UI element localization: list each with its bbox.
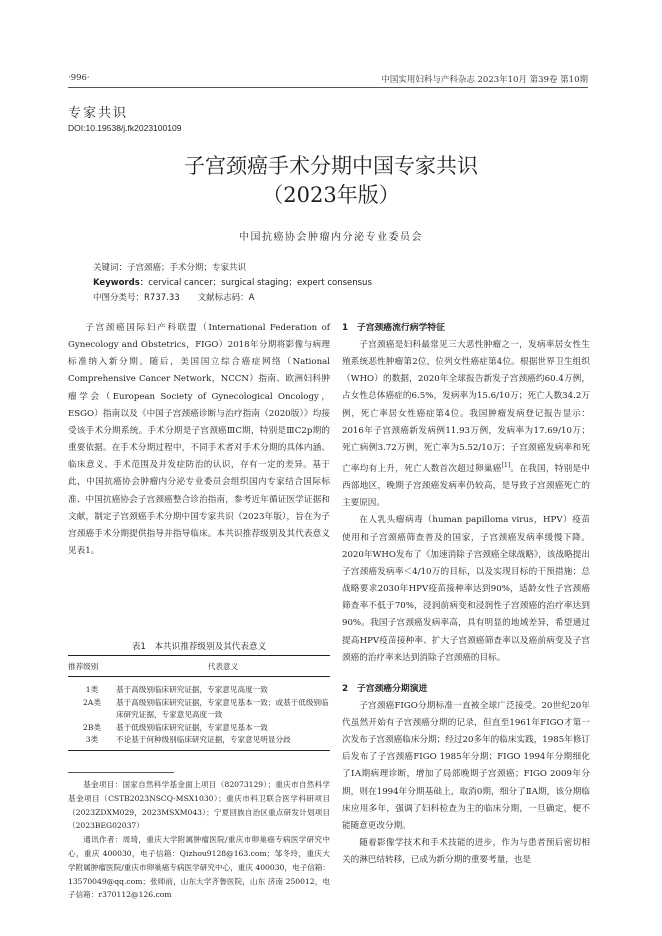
keywords-cn: 关键词：子宫颈癌；手术分期；专家共识	[93, 263, 247, 273]
table-cell-meaning: 不论基于何种级别临床研究证据，专家意见明显分歧	[116, 734, 330, 750]
section1-paragraph-1-text: 子宫颈癌是妇科最常见三大恶性肿瘤之一，发病率居女性生殖系统恶性肿瘤第2位，位列女性癌症第4位。根据世界卫生组织（WHO）的数据，2020年全球报告新发子宫颈癌约60.4万例，占女性总体癌症的6.5%，发病率为15.6/10万；死亡人数34.2万例，死亡率居女性癌症第4位。我国肿瘤发病登记报告显示：2016年子宫颈癌新发病例11.93万例，发病率为17.69/10万；死亡病例3.72万例，死亡率为5.52/10万；子宫颈癌发病率和死亡率均有上升，死亡人数首次超过卵巢癌	[342, 340, 590, 474]
table-row	[68, 734, 330, 750]
column-tag: 专家共识	[68, 106, 129, 121]
section2-paragraph-2: 随着影像学技术和手术技能的进步，作为与患者预后密切相关的淋巴结转移，已成为新分期的重要考量，也是	[342, 838, 590, 866]
left-column	[68, 320, 330, 560]
table-row	[68, 722, 330, 735]
table-cell-meaning: 基于高级别临床研究证据，专家意见基本一致；或基于低级别临床研究证据，专家意见高度一致	[116, 697, 329, 720]
clc-number: 中图分类号：R737.33	[93, 293, 180, 303]
table-row	[68, 677, 330, 697]
footnote-rule	[68, 772, 174, 773]
section-heading-1: 1 子宫颈癌流行病学特征	[342, 323, 445, 333]
table-header-meaning: 代表意义	[116, 656, 330, 677]
section-heading-2: 2 子宫颈癌分期演进	[342, 683, 428, 694]
table-header-level: 推荐级别	[68, 656, 116, 677]
funding-note: 基金项目：国家自然科学基金面上项目（82073129）；重庆市自然科学基金项目（CSTB2023NSCQ-MSX1030）；重庆市科卫联合医学科研项目（2023ZDXM029，2023MSXM043）；宁夏回族自治区重点研发计划项目（2023BEG02037）	[68, 780, 330, 831]
header-rule	[68, 87, 588, 88]
section1-paragraph-2: 在人乳头瘤病毒（human papilloma virus，HPV）疫苗使用和子宫颈癌筛查普及的国家，子宫颈癌发病率缓慢下降。2020年WHO发布了《加速消除子宫颈癌全球战略》，该战略提出子宫颈癌发病率＜4/10万的目标，以及实现目标的干预措施：总战略要求2030年HPV疫苗接种率达到90%，适龄女性子宫颈癌筛查率不低于70%，浸润前病变和浸润性子宫颈癌的治疗率达到90%。我国子宫颈癌发病率高，具有明显的地域差异，希望通过提高HPV疫苗接种率、扩大子宫颈癌筛查率以及癌前病变及子宫颈癌的治疗率来达到消除子宫颈癌的目标。	[342, 515, 590, 663]
table-cell-level: 1类	[85, 685, 99, 694]
recommendation-table	[68, 655, 330, 751]
citation-ref: [1]	[501, 462, 511, 470]
section1-paragraph-1	[342, 337, 590, 512]
intro-paragraph: 子宫颈癌国际妇产科联盟（International Federation of Gynecology and Obstetrics，FIGO）2018年分期将影像与病理标准纳入新分期。随后，美国国立综合癌症网络（National Comprehensive Cancer Network，NCCN）指南、欧洲妇科肿瘤学会（European Society of Gynecological Oncology，ESGO）指南以及《中国子宫颈癌诊断与治疗指南（2020版）》均接受该手术分期系统。手术分期是子宫颈癌ⅢC期，特别是ⅢC2p期的重要依据。在手术分期过程中，不同手术者对手术分期的具体内涵、临床意义、手术范围及并发症防治的认识，存有一定的差异。基于此，中国抗癌协会肿瘤内分泌专业委员会组织国内专家结合国际标准、中国抗癌协会子宫颈癌整合诊治指南，参考近年循证医学证据和文献，制定子宫颈癌手术分期中国专家共识（2023年版），旨在为子宫颈癌手术分期提供指导并指导临床。本共识推荐级别及其代表意义见表1。	[68, 323, 330, 557]
authors: 中国抗癌协会肿瘤内分泌专业委员会	[239, 232, 423, 243]
section1-paragraph-1-tail: 。在我国，特别是中西部地区，晚期子宫颈癌发病率仍较高，是导致子宫颈癌死亡的主要原因。	[342, 463, 590, 509]
doi: DOI:10.19538/j.fk2023100109	[68, 123, 182, 133]
table-row	[68, 697, 330, 722]
keywords-en	[93, 276, 372, 288]
table-cell-level: 2B类	[82, 722, 101, 732]
document-code: 文献标志码：A	[197, 293, 255, 303]
table-cell-meaning: 基于高级别临床研究证据，专家意见高度一致	[116, 685, 268, 694]
keywords-en-label: Keywords：	[93, 278, 149, 288]
table-cell-level: 2A类	[83, 697, 101, 707]
table-cell-meaning: 基于低级别临床研究证据，专家意见基本一致	[116, 722, 268, 732]
corresponding-authors: 通讯作者：周琦，重庆大学附属肿瘤医院/重庆市卵巢癌专病医学研究中心，重庆 400030，电子信箱：Qizhou9128@163.com；邹冬玲，重庆大学附属肿瘤医院/重庆市卵巢癌专病医学研究中心，重庆 400030，电子信箱：13570049@qq.com；张师前，山东大学齐鲁医院，山东 济南 250012，电子信箱：r370112@126.com	[68, 835, 330, 900]
footnotes	[68, 778, 330, 902]
article-title-edition: （2023年版）	[262, 183, 400, 207]
classification-line	[93, 291, 254, 303]
right-column	[342, 320, 590, 869]
table-cell-level: 3类	[68, 734, 116, 750]
table-caption: 表1 本共识推荐级别及其代表意义	[131, 642, 267, 652]
journal-header: 中国实用妇科与产科杂志 2023年10月 第39卷 第10期	[381, 75, 588, 85]
article-title: 子宫颈癌手术分期中国专家共识	[184, 154, 478, 178]
page-number: ·996·	[68, 73, 90, 83]
section2-paragraph-1: 子宫颈癌FIGO分期标准一直被全球广泛接受。20世纪20年代虽然开始有子宫颈癌分期的记录，但直至1961年FIGO才第一次发布子宫颈癌临床分期；经过20多年的临床实践，1985年修订后发布了子宫颈癌FIGO 1985年分期；FIGO 1994年分期细化了ⅠA期病理诊断，增加了局部晚期子宫颈癌；FIGO 2009年分期，则在1994年分期基础上，取消0期，细分了ⅡA期，该分期临床应用多年，强调了妇科检查为主的临床分期，一旦确定，便不能随意更改分期。	[342, 700, 590, 831]
keywords-en-text: cervical cancer；surgical staging；expert consensus	[148, 278, 372, 288]
